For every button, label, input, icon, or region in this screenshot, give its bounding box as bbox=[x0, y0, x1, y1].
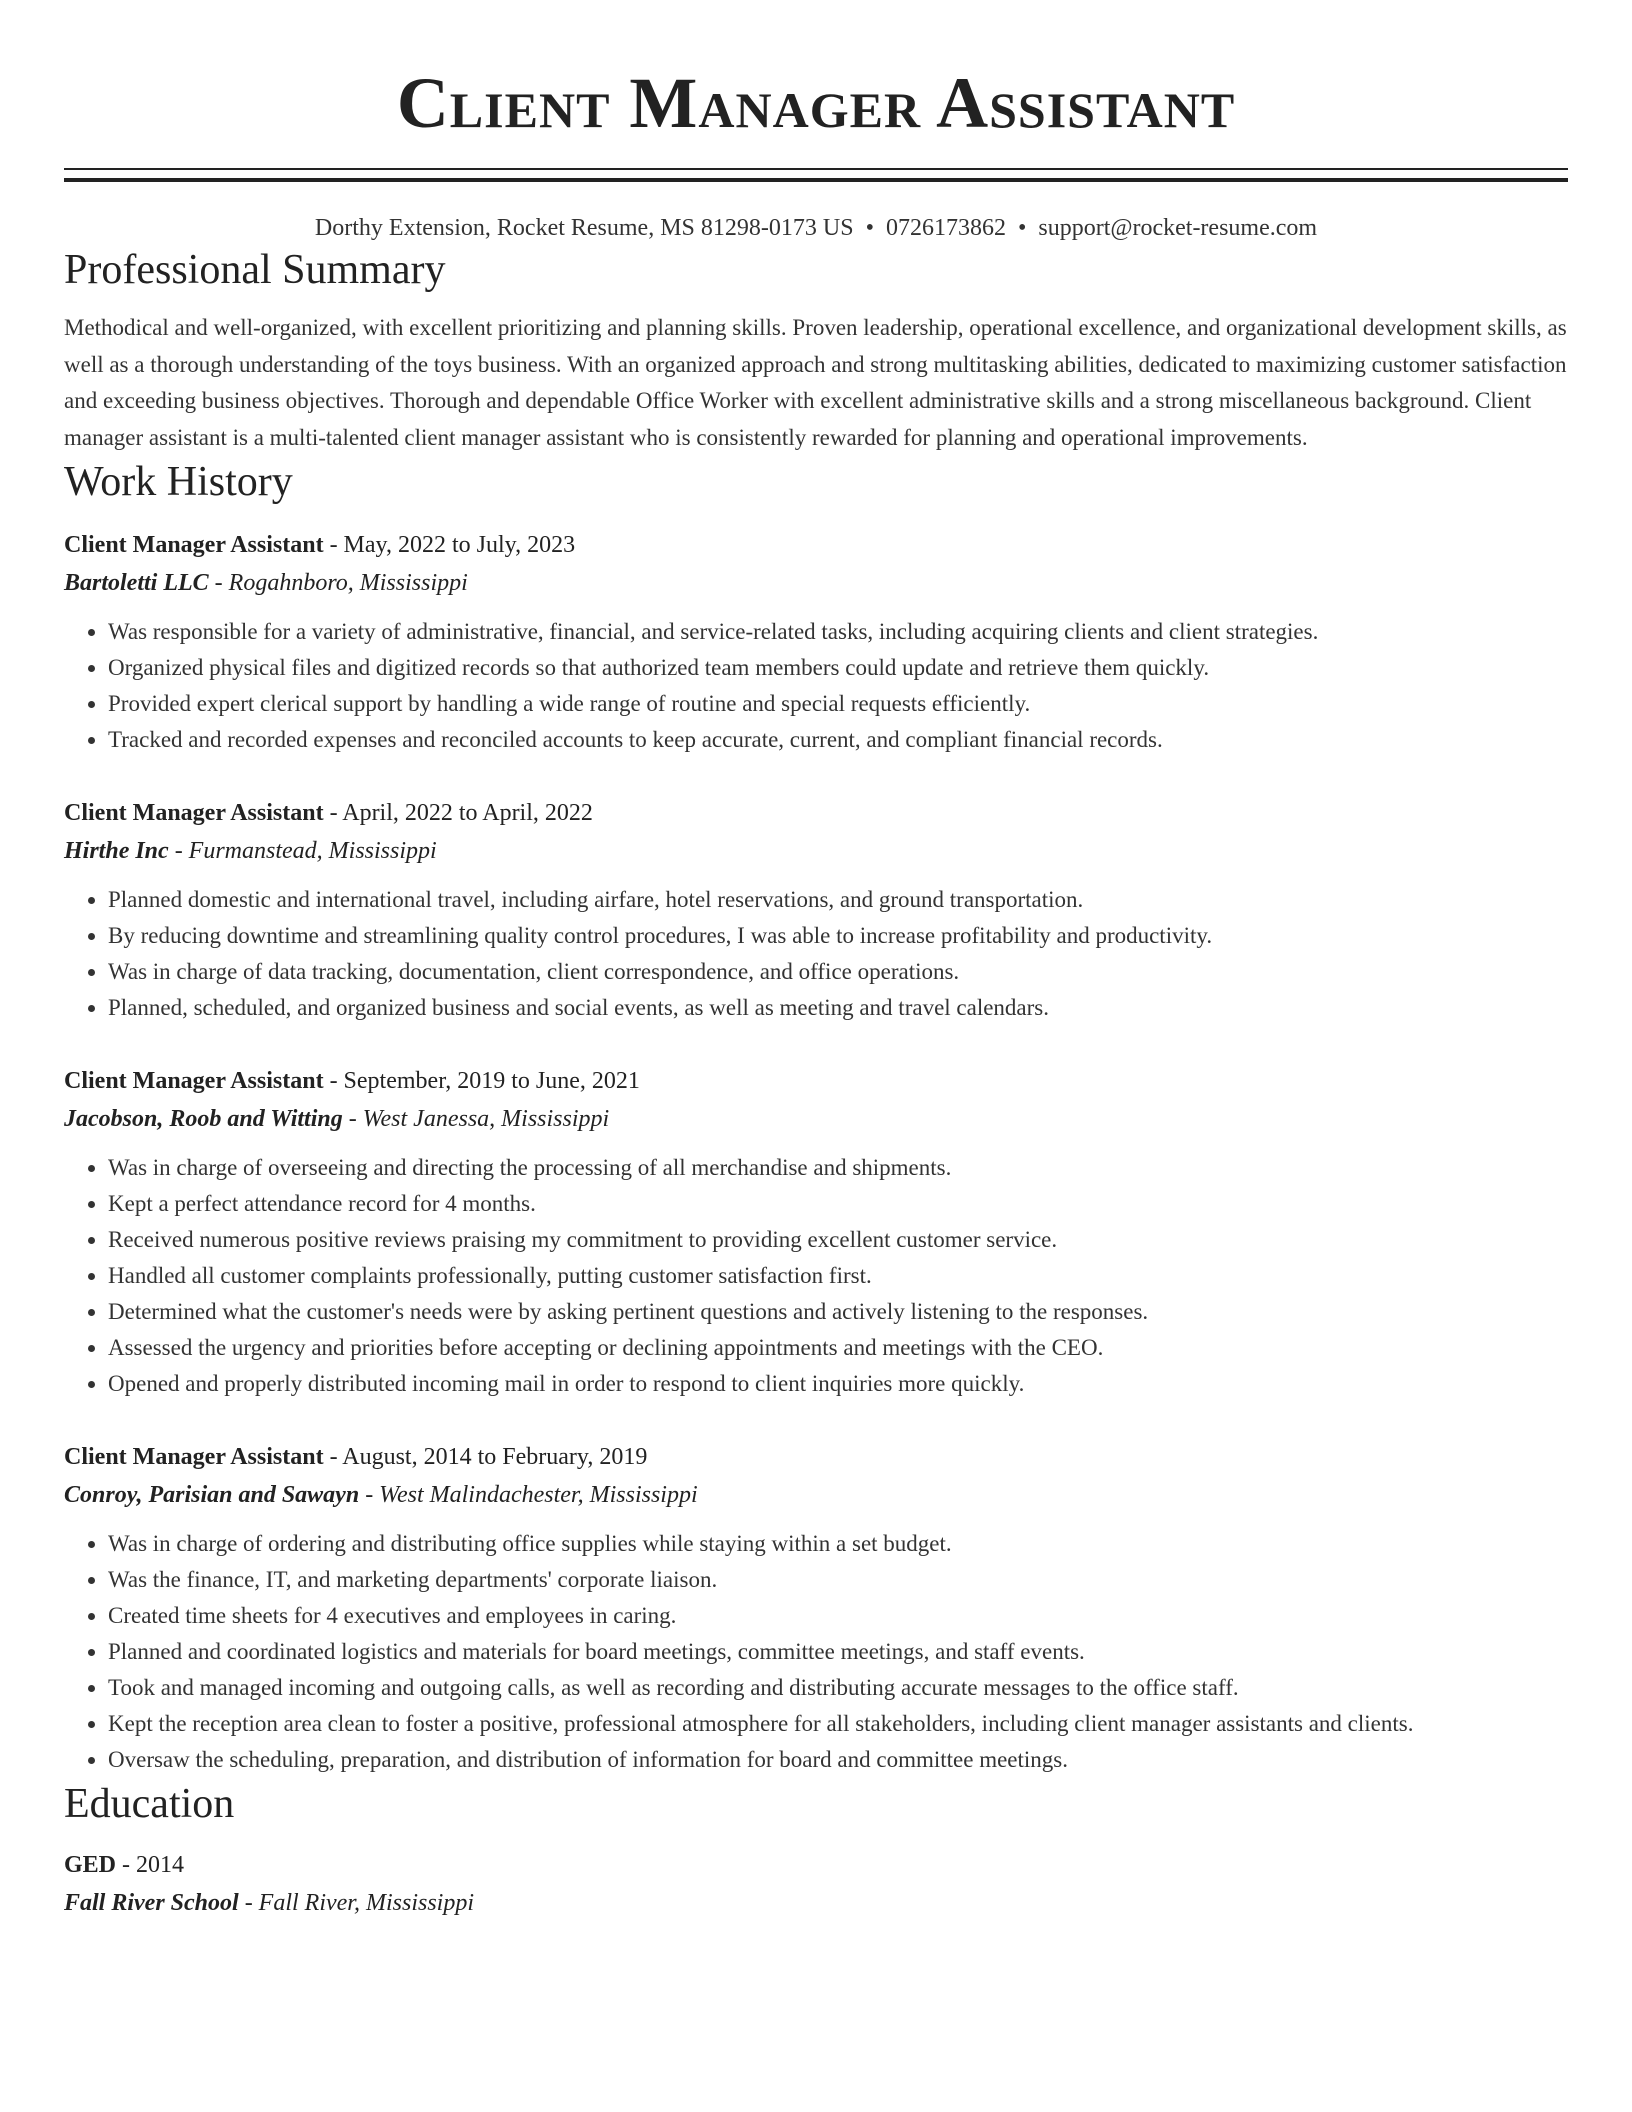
job-bullet: • Received numerous positive reviews praising my commitment to providing excellent customer service. bbox=[108, 1222, 1568, 1258]
job-location: - West Malindachester, Mississippi bbox=[359, 1482, 698, 1508]
job-bullet: • Organized physical files and digitized records so that authorized team members could update and retrieve them quickly. bbox=[108, 650, 1568, 686]
job-bullet: • Kept a perfect attendance record for 4 months. bbox=[108, 1186, 1568, 1222]
job-bullet: • Was in charge of ordering and distributing office supplies while staying within a set budget. bbox=[108, 1526, 1568, 1562]
job-title-line bbox=[64, 526, 1568, 564]
education-entry bbox=[64, 1846, 1568, 1922]
job-title-line bbox=[64, 1438, 1568, 1476]
job-company: Conroy, Parisian and Sawayn bbox=[64, 1482, 360, 1508]
job-company: Jacobson, Roob and Witting bbox=[64, 1106, 343, 1132]
education-location: - Fall River, Mississippi bbox=[238, 1890, 475, 1916]
job-entry bbox=[64, 1438, 1568, 1778]
job-role: Client Manager Assistant bbox=[64, 1444, 324, 1470]
title-double-rule bbox=[64, 168, 1568, 182]
education-degree: GED bbox=[64, 1852, 117, 1878]
job-bullet: • Assessed the urgency and priorities before accepting or declining appointments and meetings with the CEO. bbox=[108, 1330, 1568, 1366]
job-dates: - April, 2022 to April, 2022 bbox=[323, 800, 593, 826]
job-bullet: • Determined what the customer's needs were by asking pertinent questions and actively listening to the responses. bbox=[108, 1294, 1568, 1330]
section-heading-summary: Professional Summary bbox=[64, 247, 446, 293]
education-school: Fall River School bbox=[64, 1890, 239, 1916]
contact-phone: 0726173862 bbox=[885, 215, 1006, 241]
education-school-line bbox=[64, 1884, 1568, 1922]
job-bullet-list bbox=[64, 1526, 1568, 1778]
job-bullet-list bbox=[64, 882, 1568, 1026]
job-title-line bbox=[64, 794, 1568, 832]
job-role: Client Manager Assistant bbox=[64, 532, 324, 558]
contact-separator: • bbox=[1017, 215, 1027, 241]
job-bullet: • Planned domestic and international travel, including airfare, hotel reservations, and ground transportation. bbox=[108, 882, 1568, 918]
job-entry bbox=[64, 526, 1568, 758]
job-location: - West Janessa, Mississippi bbox=[342, 1106, 610, 1132]
job-bullet: • Was the finance, IT, and marketing departments' corporate liaison. bbox=[108, 1562, 1568, 1598]
work-history-list bbox=[64, 526, 1568, 1778]
job-company: Bartoletti LLC bbox=[64, 570, 209, 596]
job-title-line bbox=[64, 1062, 1568, 1100]
job-bullet: • Kept the reception area clean to foster a positive, professional atmosphere for all stakeholders, including client manager assistants and clients. bbox=[108, 1706, 1568, 1742]
section-heading-work-history: Work History bbox=[64, 459, 293, 505]
job-company-line bbox=[64, 564, 1568, 602]
education-year: - 2014 bbox=[116, 1852, 185, 1878]
job-company-line bbox=[64, 832, 1568, 870]
job-company-line bbox=[64, 1100, 1568, 1138]
job-bullet: • Was in charge of overseeing and directing the processing of all merchandise and shipments. bbox=[108, 1150, 1568, 1186]
job-bullet: • Provided expert clerical support by handling a wide range of routine and special requests efficiently. bbox=[108, 686, 1568, 722]
contact-line bbox=[64, 212, 1568, 244]
job-bullet: • Handled all customer complaints professionally, putting customer satisfaction first. bbox=[108, 1258, 1568, 1294]
job-bullet-list bbox=[64, 1150, 1568, 1402]
job-dates: - May, 2022 to July, 2023 bbox=[323, 532, 576, 558]
job-bullet: • Tracked and recorded expenses and reconciled accounts to keep accurate, current, and compliant financial records. bbox=[108, 722, 1568, 758]
job-location: - Furmanstead, Mississippi bbox=[168, 838, 437, 864]
job-bullet: • Created time sheets for 4 executives and employees in caring. bbox=[108, 1598, 1568, 1634]
job-bullet: • Was responsible for a variety of administrative, financial, and service-related tasks, including acquiring clients and client strategies. bbox=[108, 614, 1568, 650]
job-bullet: • Planned and coordinated logistics and materials for board meetings, committee meetings, and staff events. bbox=[108, 1634, 1568, 1670]
job-role: Client Manager Assistant bbox=[64, 800, 324, 826]
job-dates: - September, 2019 to June, 2021 bbox=[323, 1068, 640, 1094]
job-bullet-list bbox=[64, 614, 1568, 758]
job-bullet: • Oversaw the scheduling, preparation, and distribution of information for board and committee meetings. bbox=[108, 1742, 1568, 1778]
section-heading-education: Education bbox=[64, 1781, 235, 1827]
contact-email: support@rocket-resume.com bbox=[1038, 215, 1318, 241]
job-company-line bbox=[64, 1476, 1568, 1514]
job-bullet: • Opened and properly distributed incoming mail in order to respond to client inquiries more quickly. bbox=[108, 1366, 1568, 1402]
contact-address: Dorthy Extension, Rocket Resume, MS 81298-0173 US bbox=[314, 215, 854, 241]
job-entry bbox=[64, 794, 1568, 1026]
education-degree-line bbox=[64, 1846, 1568, 1884]
job-bullet: • By reducing downtime and streamlining quality control procedures, I was able to increase profitability and productivity. bbox=[108, 918, 1568, 954]
job-dates: - August, 2014 to February, 2019 bbox=[323, 1444, 648, 1470]
job-entry bbox=[64, 1062, 1568, 1402]
contact-separator: • bbox=[865, 215, 874, 241]
summary-paragraph: Methodical and well-organized, with excellent prioritizing and planning skills. Proven leadership, operational excellence, and organizational development skills, as well as a thorough understanding of the toys business. With an organized approach and strong multitasking abilities, dedicated to maximizing customer satisfaction and exceeding business objectives. Thorough and dependable Office Worker with excellent administrative skills and a strong miscellaneous background. Client manager assistant is a multi-talented client manager assistant who is consistently rewarded for planning and operational improvements. bbox=[64, 315, 1567, 450]
document-title: Client Manager Assistant bbox=[396, 63, 1236, 143]
job-company: Hirthe Inc bbox=[64, 838, 169, 864]
job-bullet: • Was in charge of data tracking, documentation, client correspondence, and office operations. bbox=[108, 954, 1568, 990]
job-role: Client Manager Assistant bbox=[64, 1068, 324, 1094]
job-bullet: • Planned, scheduled, and organized business and social events, as well as meeting and travel calendars. bbox=[108, 990, 1568, 1026]
job-bullet: • Took and managed incoming and outgoing calls, as well as recording and distributing accurate messages to the office staff. bbox=[108, 1670, 1568, 1706]
job-location: - Rogahnboro, Mississippi bbox=[208, 570, 468, 596]
